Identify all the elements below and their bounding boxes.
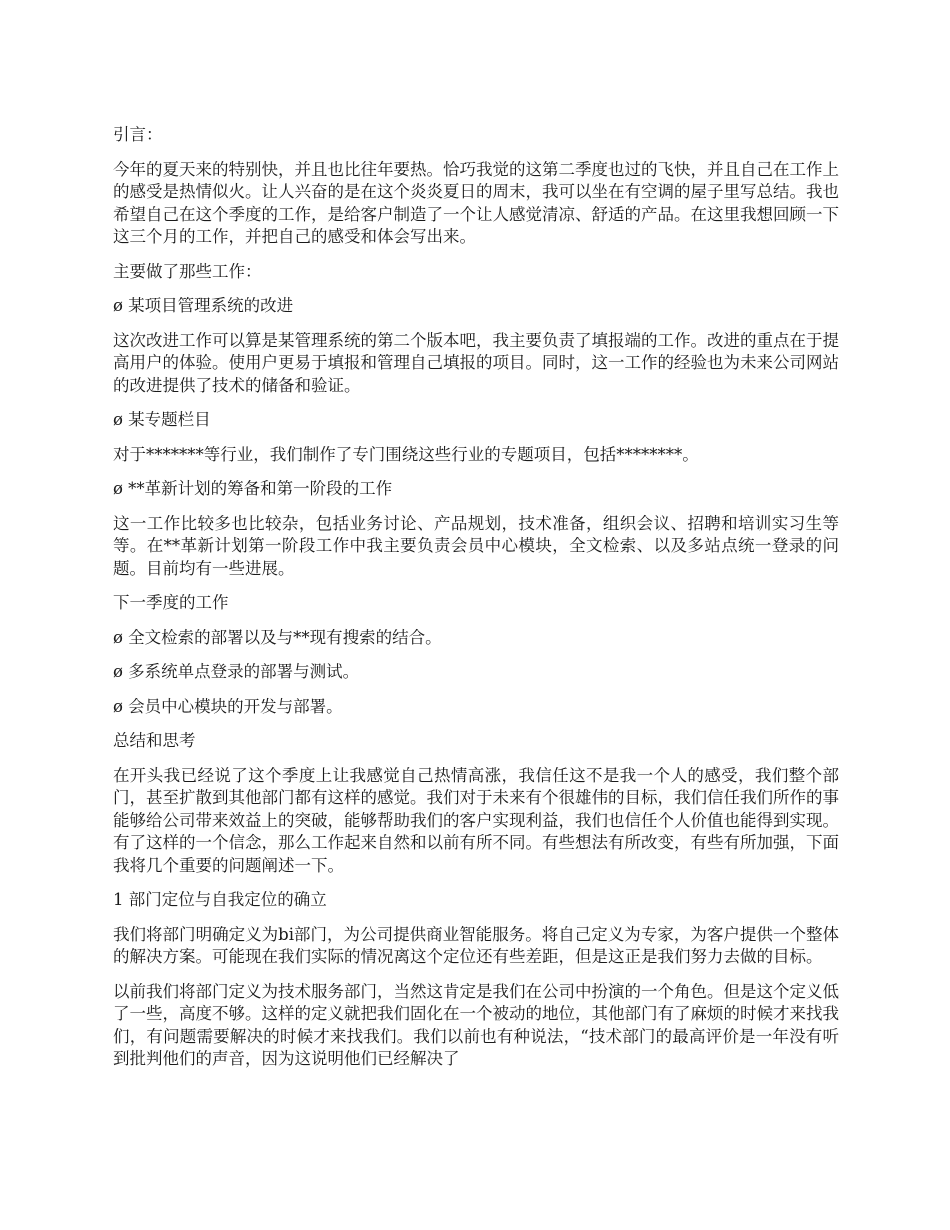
bullet-item: ø 某项目管理系统的改进 [113, 296, 294, 315]
bullet-item: ø 某专题栏目 [113, 410, 211, 429]
document-page [113, 124, 839, 1083]
section-heading-next-quarter: 下一季度的工作 [113, 593, 229, 612]
subsection-heading: 1 部门定位与自我定位的确立 [113, 890, 327, 909]
bullet-item: ø 多系统单点登录的部署与测试。 [113, 662, 360, 681]
body-paragraph: 对于*******等行业，我们制作了专门围绕这些行业的专题项目，包括********。 [113, 444, 699, 464]
bullet-item: ø 会员中心模块的开发与部署。 [113, 696, 343, 716]
intro-paragraph: 今年的夏天来的特别快，并且也比往年要热。恰巧我觉的这第二季度也过的飞快，并且自己在工作上的感受是热情似火。让人兴奋的是在这个炎炎夏日的周末，我可以坐在有空调的屋子里写总结。我也希望自己在这个季度的工作，是给客户制造了一个让人感觉清凉、舒适的产品。在这里我想回顾一下这三个月的工作，并把自己的感受和体会写出来。 [113, 159, 839, 246]
intro-heading: 引言： [113, 125, 163, 144]
bullet-item: ø **革新计划的筹备和第一阶段的工作 [113, 479, 393, 498]
body-paragraph: 这一工作比较多也比较杂，包括业务讨论、产品规划，技术准备，组织会议、招聘和培训实习生等等。在**革新计划第一阶段工作中我主要负责会员中心模块，全文检索、以及多站点统一登录的问题。目前均有一些进展。 [113, 513, 839, 578]
body-paragraph: 在开头我已经说了这个季度上让我感觉自己热情高涨，我信任这不是我一个人的感受，我们整个部门，甚至扩散到其他部门都有这样的感觉。我们对于未来有个很雄伟的目标，我们信任我们所作的事能够给公司带来效益上的突破，能够帮助我们的客户实现利益，我们也信任个人价值也能得到实现。有了这样的一个信念，那么工作起来自然和以前有所不同。有些想法有所改变，有些有所加强，下面我将几个重要的问题阐述一下。 [113, 765, 839, 875]
body-paragraph: 我们将部门明确定义为bi部门，为公司提供商业智能服务。将自己定义为专家，为客户提供一个整体的解决方案。可能现在我们实际的情况离这个定位还有些差距，但是这正是我们努力去做的目标。 [113, 924, 839, 966]
bullet-item: ø 全文检索的部署以及与**现有搜索的结合。 [113, 627, 442, 647]
body-paragraph: 以前我们将部门定义为技术服务部门，当然这肯定是我们在公司中扮演的一个角色。但是这个定义低了一些，高度不够。这样的定义就把我们固化在一个被动的地位，其他部门有了麻烦的时候才来找我们，有问题需要解决的时候才来找我们。我们以前也有种说法，“技术部门的最高评价是一年没有听到批判他们的声音，因为这说明他们已经解决了 [113, 981, 839, 1068]
section-heading-main-work: 主要做了那些工作： [113, 261, 262, 281]
body-paragraph: 这次改进工作可以算是某管理系统的第二个版本吧，我主要负责了填报端的工作。改进的重点在于提高用户的体验。使用户更易于填报和管理自己填报的项目。同时，这一工作的经验也为未来公司网站的改进提供了技术的储备和验证。 [113, 330, 839, 395]
section-heading-summary: 总结和思考 [113, 731, 196, 750]
